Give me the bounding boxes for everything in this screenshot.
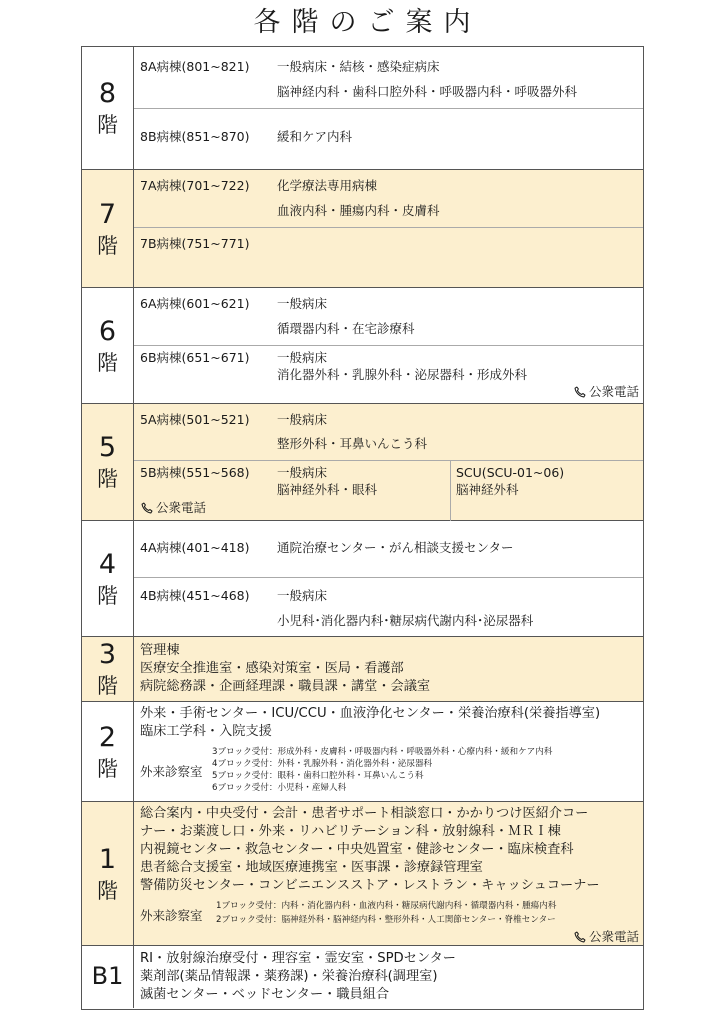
floor-7 — [82, 170, 643, 288]
scu-name: SCU(SCU-01~06) — [456, 465, 565, 480]
floor-1 — [82, 802, 643, 946]
floor-line: 薬剤部(薬品情報課・薬務課)・栄養治療科(調理室) — [140, 969, 438, 984]
floor-line: ナー・お薬渡し口・外来・リハビリテーション科・放射線科・ＭＲＩ棟 — [140, 824, 561, 839]
phone-label: 公衆電話 — [156, 500, 207, 515]
ward-desc: 血液内科・腫瘍内科・皮膚科 — [277, 203, 440, 218]
ward-desc: 一般病床 — [277, 465, 328, 480]
floor-4 — [82, 521, 643, 637]
public-phone — [140, 500, 206, 516]
floor-kai: 階 — [97, 350, 118, 375]
floor-body-4 — [134, 521, 643, 636]
phone-label: 公衆電話 — [588, 384, 639, 399]
floor-label-5 — [82, 404, 134, 520]
floor-line: 病院総務課・企画経理課・職員課・講堂・会議室 — [140, 679, 431, 694]
ward-desc: 化学療法専用病棟 — [277, 178, 378, 193]
floor-body-7 — [134, 170, 643, 287]
floor-number: B1 — [91, 962, 124, 991]
floor-line: 管理棟 — [140, 643, 180, 658]
ward-name: 4B病棟(451~468) — [140, 588, 250, 603]
ward-desc: 小児科･消化器内科･糖尿病代謝内科･泌尿器科 — [277, 613, 534, 628]
ward-4a — [134, 521, 643, 578]
scu-section — [450, 461, 643, 521]
phone-icon — [140, 501, 154, 515]
reception-block: 3ブロック受付：形成外科・皮膚科・呼吸器内科・呼吸器外科・心療内科・緩和ケア内科 — [212, 747, 553, 757]
floor-number: 7 — [98, 198, 117, 230]
outpatient-label: 外来診察室 — [140, 908, 203, 923]
floor-number: 3 — [98, 639, 117, 671]
ward-name: 6B病棟(651~671) — [140, 350, 250, 365]
page-title: 各階のご案内 — [253, 7, 482, 38]
outpatient-label: 外来診察室 — [140, 764, 203, 779]
floor-label-8 — [82, 47, 134, 169]
floor-number: 6 — [98, 315, 117, 347]
ward-name: 5B病棟(551~568) — [140, 465, 250, 480]
floor-kai: 階 — [97, 756, 118, 781]
ward-name: 7B病棟(751~771) — [140, 236, 250, 251]
ward-4b — [134, 578, 643, 637]
ward-5b — [134, 461, 643, 521]
public-phone — [573, 929, 639, 945]
floor-number: 1 — [98, 843, 117, 875]
ward-8b — [134, 109, 643, 170]
floor-label-6 — [82, 288, 134, 403]
ward-6a — [134, 288, 643, 346]
ward-desc: 緩和ケア内科 — [277, 129, 353, 144]
ward-7b — [134, 228, 643, 288]
floor-line: 患者総合支援室・地域医療連携室・医事課・診療録管理室 — [140, 860, 483, 875]
floor-label-3 — [82, 637, 134, 701]
floor-kai: 階 — [97, 233, 118, 258]
reception-block: 5ブロック受付：眼科・歯科口腔外科・耳鼻いんこう科 — [212, 771, 424, 781]
floor-2 — [82, 702, 643, 802]
floor-kai: 階 — [97, 583, 118, 608]
floor-body-3 — [134, 637, 643, 701]
floor-body-1 — [134, 802, 643, 945]
reception-block: 2ブロック受付：脳神経外科・脳神経内科・整形外科・人工関節センター・脊椎センター — [216, 915, 556, 925]
floor-label-2 — [82, 702, 134, 801]
floor-body-5 — [134, 404, 643, 520]
floor-body-b1 — [134, 946, 643, 1008]
phone-icon — [573, 930, 587, 944]
floor-line: 外来・手術センター・ICU/CCU・血液浄化センター・栄養治療科(栄養指導室) — [140, 706, 601, 721]
floor-b1 — [82, 946, 643, 1008]
ward-desc: 一般病床 — [277, 588, 328, 603]
ward-7a — [134, 170, 643, 228]
ward-desc: 通院治療センター・がん相談支援センター — [277, 540, 514, 555]
ward-desc: 循環器内科・在宅診療科 — [277, 321, 415, 336]
reception-block: 1ブロック受付：内科・消化器内科・血液内科・糖尿病代謝内科・循環器内科・腫瘍内科 — [216, 901, 557, 911]
floor-label-4 — [82, 521, 134, 636]
ward-name: 5A病棟(501~521) — [140, 412, 250, 427]
floor-body-6 — [134, 288, 643, 403]
floor-body-2 — [134, 702, 643, 801]
floor-body-8 — [134, 47, 643, 169]
public-phone — [573, 384, 639, 400]
floor-kai: 階 — [97, 113, 118, 138]
floor-number: 4 — [98, 548, 117, 580]
floor-line: 警備防災センター・コンビニエンスストア・レストラン・キャッシュコーナー — [140, 878, 600, 893]
floor-line: 臨床工学科・入院支援 — [140, 724, 272, 739]
floor-6 — [82, 288, 643, 404]
floor-line: 内視鏡センター・救急センター・中央処置室・健診センター・臨床検査科 — [140, 842, 574, 857]
floor-3 — [82, 637, 643, 702]
floor-line: 総合案内・中央受付・会計・患者サポート相談窓口・かかりつけ医紹介コー — [140, 806, 589, 821]
ward-8a — [134, 47, 643, 109]
ward-desc: 一般病床 — [277, 350, 328, 365]
ward-name: 4A病棟(401~418) — [140, 540, 250, 555]
reception-block: 6ブロック受付：小児科・産婦人科 — [212, 783, 347, 793]
ward-desc: 一般病床・結核・感染症病床 — [277, 59, 440, 74]
floor-5 — [82, 404, 643, 521]
floor-8 — [82, 47, 643, 170]
phone-icon — [573, 385, 587, 399]
floor-label-7 — [82, 170, 134, 287]
floor-number: 2 — [98, 721, 117, 753]
floor-kai: 階 — [97, 674, 118, 699]
floor-line: RI・放射線治療受付・理容室・霊安室・SPDセンター — [140, 951, 456, 966]
ward-desc: 脳神経外科・眼科 — [277, 482, 378, 497]
ward-name: 8A病棟(801~821) — [140, 59, 250, 74]
ward-name: 7A病棟(701~722) — [140, 178, 250, 193]
reception-block: 4ブロック受付：外科・乳腺外科・消化器外科・泌尿器科 — [212, 759, 433, 769]
phone-label: 公衆電話 — [588, 929, 639, 944]
scu-dept: 脳神経外科 — [456, 482, 519, 497]
ward-5a — [134, 404, 643, 461]
floor-kai: 階 — [97, 878, 118, 903]
ward-6b — [134, 346, 643, 404]
ward-desc: 整形外科・耳鼻いんこう科 — [277, 436, 428, 451]
ward-name: 6A病棟(601~621) — [140, 296, 250, 311]
floor-line: 医療安全推進室・感染対策室・医局・看護部 — [140, 661, 404, 676]
floor-label-1 — [82, 802, 134, 945]
ward-name: 8B病棟(851~870) — [140, 129, 250, 144]
floor-kai: 階 — [97, 467, 118, 492]
floor-number: 8 — [98, 78, 117, 110]
floor-label-b1 — [82, 946, 134, 1008]
ward-desc: 一般病床 — [277, 412, 328, 427]
ward-desc: 消化器外科・乳腺外科・泌尿器科・形成外科 — [277, 367, 528, 382]
floor-line: 滅菌センター・ベッドセンター・職員組合 — [140, 987, 390, 1002]
floor-number: 5 — [98, 432, 117, 464]
ward-desc: 一般病床 — [277, 296, 328, 311]
floor-directory — [81, 46, 644, 1010]
ward-desc: 脳神経内科・歯科口腔外科・呼吸器内科・呼吸器外科 — [277, 84, 578, 99]
